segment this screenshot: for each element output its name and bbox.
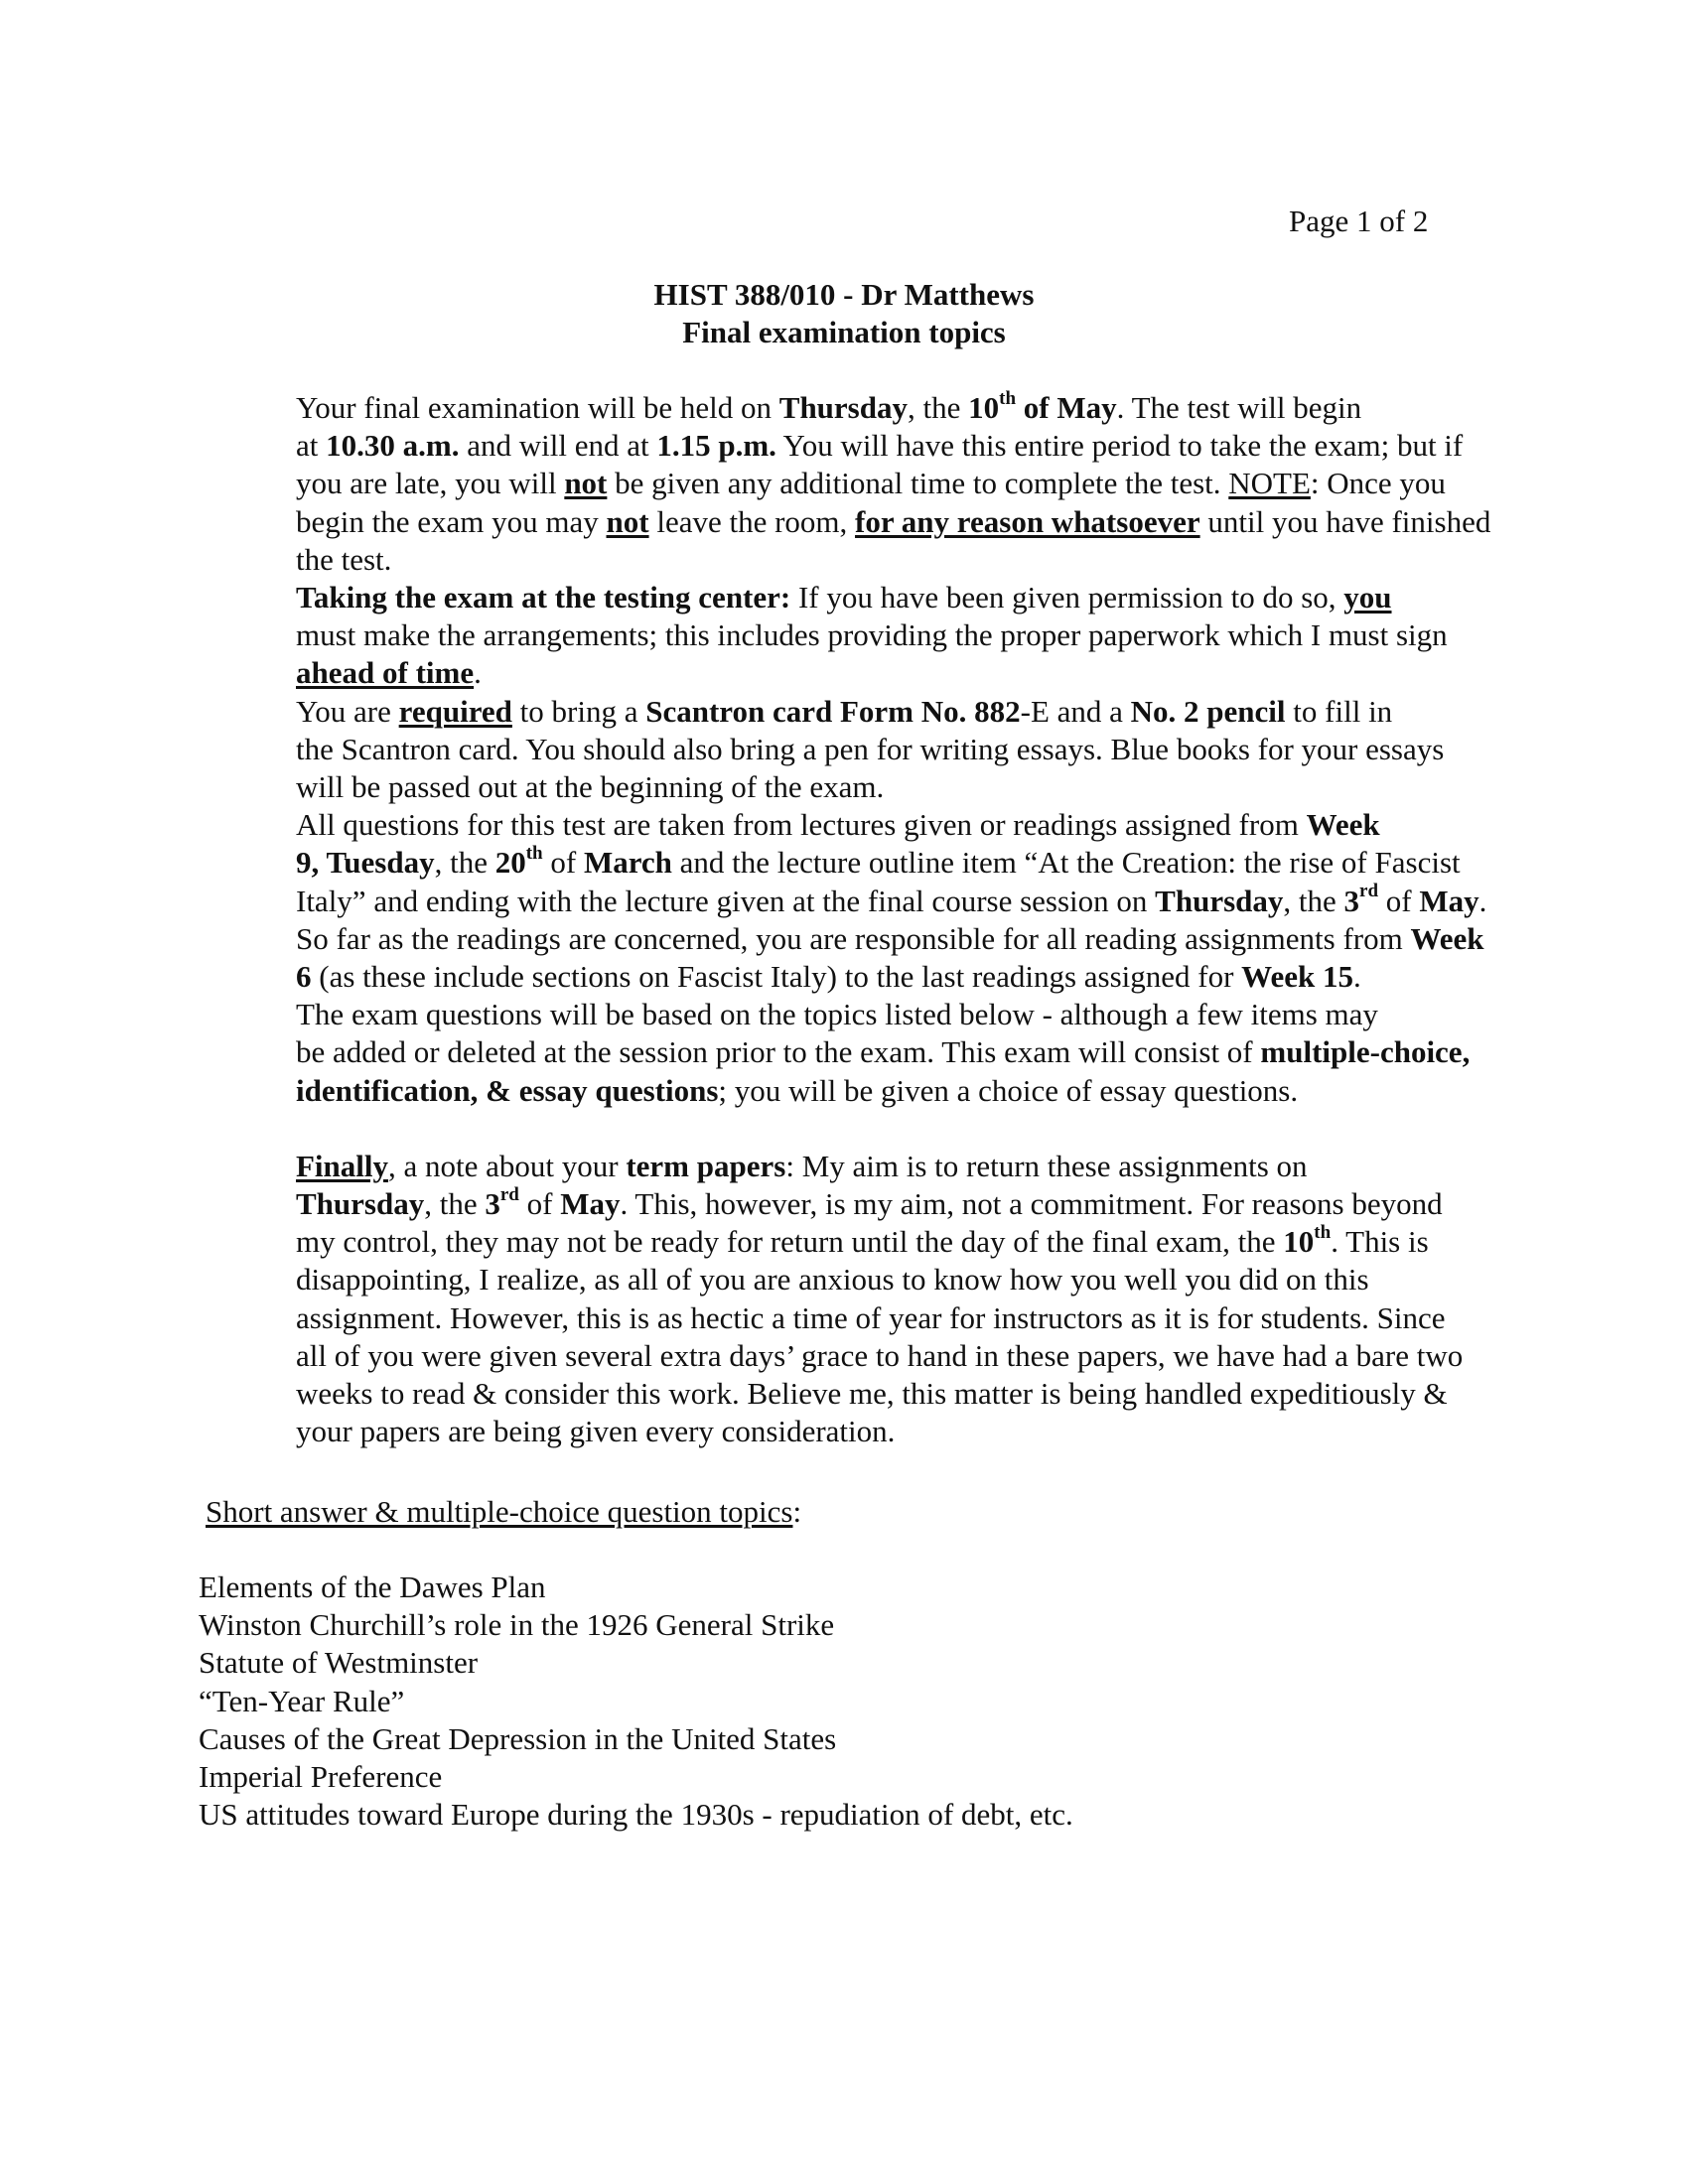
term-papers-paragraph (199, 1148, 1489, 1451)
text-line: Italy” and ending with the lecture given at the final course session on Thursday, the 3rd of May. (296, 881, 1487, 918)
text-line: ahead of time. (296, 655, 482, 691)
document-body (199, 389, 1489, 1450)
text-line: at 10.30 a.m. and will end at 1.15 p.m. You will have this entire period to take the exam; but if (296, 428, 1464, 464)
list-item: US attitudes toward Europe during the 1930s - repudiation of debt, etc. (199, 1797, 1073, 1833)
page-number: Page 1 of 2 (1289, 204, 1429, 238)
list-item: “Ten-Year Rule” (199, 1683, 405, 1718)
materials-paragraph (199, 693, 1489, 807)
testing-center-paragraph (199, 579, 1489, 693)
text-line: will be passed out at the beginning of the exam. (296, 769, 885, 805)
document-title: Final examination topics (682, 315, 1006, 349)
text-line: Your final examination will be held on Thursday, the 10th of May. The test will begin (296, 387, 1362, 425)
text-line: The exam questions will be based on the topics listed below - although a few items may (296, 997, 1378, 1032)
exam-schedule-paragraph (199, 389, 1489, 579)
coverage-paragraph (199, 806, 1489, 996)
text-line: you are late, you will not be given any additional time to complete the test. NOTE: Once you (296, 466, 1446, 501)
text-line: All questions for this test are taken from lectures given or readings assigned from Week (296, 807, 1380, 843)
document-heading (199, 276, 1489, 351)
text-line: must make the arrangements; this includes providing the proper paperwork which I must sign (296, 617, 1448, 653)
text-line: the test. (296, 541, 392, 577)
topics-list (199, 1569, 1073, 1834)
list-item: Imperial Preference (199, 1759, 443, 1795)
question-format-paragraph (199, 996, 1489, 1110)
list-item: Statute of Westminster (199, 1645, 479, 1681)
text-line: be added or deleted at the session prior to the exam. This exam will consist of multiple-choice, (296, 1034, 1471, 1070)
text-line: begin the exam you may not leave the room, for any reason whatsoever until you have finished (296, 503, 1491, 539)
text-line: all of you were given several extra days’ grace to hand in these papers, we have had a bare two (296, 1337, 1464, 1373)
text-line: You are required to bring a Scantron card Form No. 882-E and a No. 2 pencil to fill in (296, 693, 1393, 729)
text-line: my control, they may not be ready for return until the day of the final exam, the 10th. This is (296, 1221, 1429, 1260)
list-item: Elements of the Dawes Plan (199, 1570, 546, 1604)
text-line: disappointing, I realize, as all of you are anxious to know how you well you did on this (296, 1262, 1369, 1297)
text-line: 6 (as these include sections on Fascist Italy) to the last readings assigned for Week 15. (296, 959, 1361, 995)
text-line: Taking the exam at the testing center: If you have been given permission to do so, you (296, 580, 1392, 615)
list-item: Winston Churchill’s role in the 1926 General Strike (199, 1607, 835, 1643)
text-line: your papers are being given every consideration. (296, 1414, 896, 1449)
course-title: HIST 388/010 - Dr Matthews (653, 277, 1035, 312)
text-line: Thursday, the 3rd of May. This, however, is my aim, not a commitment. For reasons beyond (296, 1183, 1443, 1222)
list-item: Causes of the Great Depression in the United States (199, 1720, 837, 1756)
topics-section-heading: Short answer & multiple-choice question topics: (206, 1494, 802, 1529)
text-line: the Scantron card. You should also bring a pen for writing essays. Blue books for your essays (296, 731, 1445, 766)
text-line: Finally, a note about your term papers: My aim is to return these assignments on (296, 1148, 1308, 1183)
text-line: So far as the readings are concerned, you are responsible for all reading assignments from Week (296, 920, 1484, 956)
text-line: identification, & essay questions; you will be given a choice of essay questions. (296, 1072, 1299, 1108)
text-line: 9, Tuesday, the 20th of March and the lecture outline item “At the Creation: the rise of Fascist (296, 843, 1461, 881)
text-line: weeks to read & consider this work. Believe me, this matter is being handled expeditiously & (296, 1376, 1448, 1412)
text-line: assignment. However, this is as hectic a time of year for instructors as it is for students. Since (296, 1299, 1446, 1335)
